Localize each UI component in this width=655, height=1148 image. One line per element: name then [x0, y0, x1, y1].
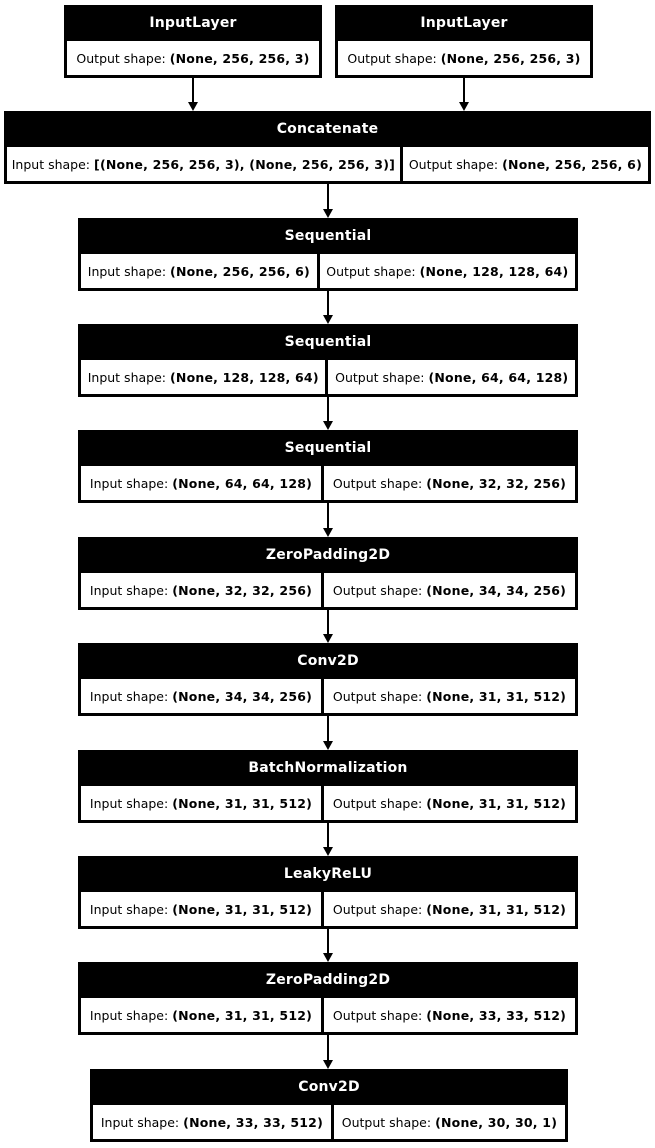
- shape-value: (None, 31, 31, 512): [172, 1007, 313, 1023]
- shape-value: (None, 256, 256, 3): [169, 50, 310, 66]
- edge-line: [327, 291, 329, 316]
- input-shape-cell: [81, 254, 317, 288]
- edge-arrow-sequential2-sequential3: [323, 397, 333, 430]
- shape-value: (None, 256, 256, 6): [502, 156, 642, 172]
- shape-label: Output shape:: [341, 1114, 432, 1130]
- shape-label: Input shape:: [89, 901, 169, 917]
- shape-label: Input shape:: [89, 795, 169, 811]
- output-shape-cell: [334, 1105, 565, 1139]
- input-shape-cell: [81, 892, 321, 926]
- edge-line: [327, 929, 329, 954]
- edge-line: [463, 78, 465, 103]
- arrowhead-down-icon: [323, 741, 333, 750]
- output-shape-cell: [320, 254, 575, 288]
- input-shape-cell: [81, 360, 325, 394]
- edge-line: [192, 78, 194, 103]
- output-shape-cell: [328, 360, 575, 394]
- arrowhead-down-icon: [323, 209, 333, 218]
- edge-line: [327, 1035, 329, 1061]
- shape-label: Output shape:: [335, 369, 425, 385]
- arrowhead-down-icon: [323, 953, 333, 962]
- shape-value: (None, 256, 256, 6): [170, 263, 310, 279]
- layer-node-batchnormalization: [78, 750, 578, 823]
- layer-node-leakyrelu: [78, 856, 578, 929]
- shape-value: (None, 128, 128, 64): [170, 369, 319, 385]
- layer-type-label: BatchNormalization: [248, 760, 408, 776]
- shape-value: (None, 31, 31, 512): [172, 901, 313, 917]
- shape-value: (None, 32, 32, 256): [426, 475, 567, 491]
- shape-value: (None, 31, 31, 512): [426, 688, 567, 704]
- shape-value: (None, 34, 34, 256): [172, 688, 313, 704]
- shape-value: (None, 64, 64, 128): [172, 475, 313, 491]
- edge-arrow-conv1-batchnorm: [323, 716, 333, 750]
- shape-value: (None, 34, 34, 256): [426, 582, 567, 598]
- output-shape-cell: [324, 892, 575, 926]
- layer-node-sequential-3: [78, 430, 578, 503]
- shape-label: Output shape:: [332, 475, 423, 491]
- layer-node-sequential-1: [78, 218, 578, 291]
- output-shape-cell: [324, 466, 575, 500]
- layer-node-conv2d-2: [90, 1069, 568, 1142]
- output-shape-cell: [324, 679, 575, 713]
- shape-label: Input shape:: [89, 582, 169, 598]
- arrowhead-down-icon: [323, 528, 333, 537]
- edge-arrow-batchnorm-leakyrelu: [323, 823, 333, 856]
- shape-label: Output shape:: [326, 263, 416, 279]
- edge-arrow-zeropadding2-conv2: [323, 1035, 333, 1069]
- layer-node-zeropadding2d-1: [78, 537, 578, 610]
- output-shape-cell: [324, 786, 575, 820]
- shape-label: Output shape:: [347, 50, 437, 66]
- layer-type-label: Concatenate: [276, 121, 379, 137]
- layer-type-label: Sequential: [284, 440, 372, 456]
- shape-value: (None, 32, 32, 256): [172, 582, 313, 598]
- shape-label: Output shape:: [332, 582, 423, 598]
- shape-value: (None, 31, 31, 512): [426, 901, 567, 917]
- shape-label: Input shape:: [89, 475, 169, 491]
- arrowhead-down-icon: [323, 421, 333, 430]
- layer-type-label: Conv2D: [298, 1079, 360, 1095]
- input-shape-cell: [93, 1105, 331, 1139]
- shape-label: Output shape:: [332, 688, 423, 704]
- arrowhead-down-icon: [459, 102, 469, 111]
- arrowhead-down-icon: [323, 315, 333, 324]
- shape-value: (None, 128, 128, 64): [419, 263, 569, 279]
- layer-type-label: InputLayer: [420, 15, 508, 31]
- arrowhead-down-icon: [188, 102, 198, 111]
- layer-node-inputlayer-1: [64, 5, 322, 78]
- input-shape-cell: [7, 147, 400, 181]
- edge-arrow-sequential3-zeropadding1: [323, 503, 333, 537]
- layer-node-zeropadding2d-2: [78, 962, 578, 1035]
- layer-type-label: Conv2D: [297, 653, 359, 669]
- layer-node-inputlayer-2: [335, 5, 593, 78]
- layer-type-label: LeakyReLU: [283, 866, 373, 882]
- shape-value: (None, 64, 64, 128): [428, 369, 569, 385]
- edge-arrow-sequential1-sequential2: [323, 291, 333, 324]
- shape-label: Input shape:: [89, 1007, 169, 1023]
- edge-line: [327, 397, 329, 422]
- output-shape-cell: [324, 998, 575, 1032]
- shape-value: (None, 30, 30, 1): [435, 1114, 558, 1130]
- layer-type-label: InputLayer: [149, 15, 237, 31]
- input-shape-cell: [81, 786, 321, 820]
- shape-label: Output shape:: [76, 50, 166, 66]
- shape-label: Input shape:: [87, 369, 166, 385]
- input-shape-cell: [81, 466, 321, 500]
- output-shape-cell: [67, 41, 319, 75]
- input-shape-cell: [81, 679, 321, 713]
- edge-line: [327, 716, 329, 742]
- edge-arrow-leakyrelu-zeropadding2: [323, 929, 333, 962]
- edge-line: [327, 503, 329, 529]
- arrowhead-down-icon: [323, 634, 333, 643]
- shape-value: (None, 33, 33, 512): [183, 1114, 323, 1130]
- arrowhead-down-icon: [323, 1060, 333, 1069]
- edge-line: [327, 823, 329, 848]
- input-shape-cell: [81, 573, 321, 607]
- edge-arrow-concatenate-sequential1: [323, 184, 333, 218]
- shape-value: (None, 31, 31, 512): [426, 795, 567, 811]
- shape-value: (None, 256, 256, 3): [440, 50, 581, 66]
- shape-label: Output shape:: [332, 901, 423, 917]
- shape-label: Output shape:: [332, 795, 423, 811]
- layer-type-label: ZeroPadding2D: [265, 972, 391, 988]
- layer-type-label: ZeroPadding2D: [265, 547, 391, 563]
- arrowhead-down-icon: [323, 847, 333, 856]
- layer-node-conv2d-1: [78, 643, 578, 716]
- edge-line: [327, 184, 329, 210]
- output-shape-cell: [403, 147, 648, 181]
- input-shape-cell: [81, 998, 321, 1032]
- shape-value: (None, 33, 33, 512): [426, 1007, 567, 1023]
- layer-type-label: Sequential: [284, 228, 372, 244]
- shape-value: [(None, 256, 256, 3), (None, 256, 256, 3)]: [94, 156, 396, 172]
- shape-label: Output shape:: [408, 156, 499, 172]
- edge-arrow-zeropadding1-conv1: [323, 610, 333, 643]
- layer-type-label: Sequential: [284, 334, 372, 350]
- edge-line: [327, 610, 329, 635]
- edge-arrow-input1-concatenate: [188, 78, 198, 111]
- shape-value: (None, 31, 31, 512): [172, 795, 313, 811]
- shape-label: Input shape:: [100, 1114, 180, 1130]
- shape-label: Input shape:: [11, 156, 91, 172]
- output-shape-cell: [324, 573, 575, 607]
- shape-label: Output shape:: [332, 1007, 423, 1023]
- layer-node-concatenate: [4, 111, 651, 184]
- shape-label: Input shape:: [87, 263, 167, 279]
- layer-node-sequential-2: [78, 324, 578, 397]
- shape-label: Input shape:: [89, 688, 169, 704]
- output-shape-cell: [338, 41, 590, 75]
- edge-arrow-input2-concatenate: [459, 78, 469, 111]
